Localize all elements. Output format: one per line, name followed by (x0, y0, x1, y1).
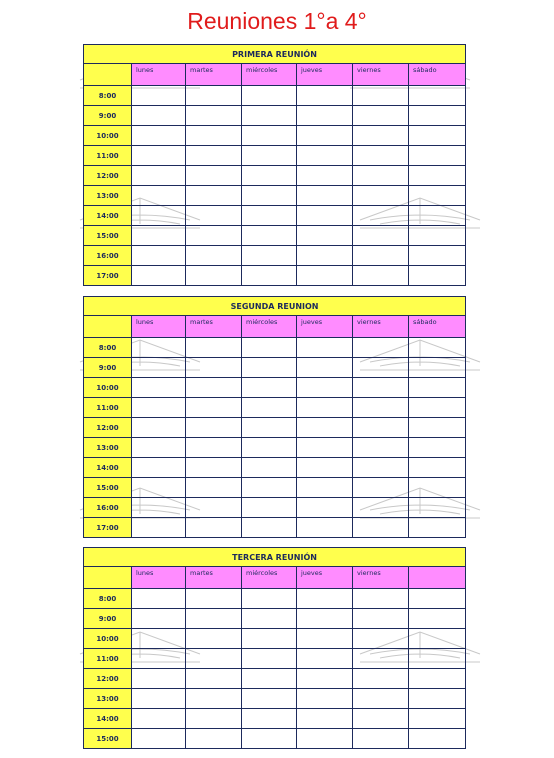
time-label: 13:00 (84, 186, 132, 206)
schedule-cell[interactable] (409, 458, 466, 478)
schedule-cell[interactable] (409, 418, 466, 438)
time-label: 13:00 (84, 438, 132, 458)
time-label: 14:00 (84, 709, 132, 729)
schedule-cell[interactable] (242, 729, 297, 749)
schedule-cell[interactable] (353, 146, 409, 166)
schedule-cell[interactable] (186, 378, 242, 398)
schedule-cell[interactable] (409, 689, 466, 709)
schedule-cell[interactable] (353, 458, 409, 478)
time-label: 8:00 (84, 86, 132, 106)
time-label: 16:00 (84, 498, 132, 518)
schedule-cell[interactable] (242, 338, 297, 358)
schedule-cell[interactable] (242, 186, 297, 206)
schedule-cell[interactable] (409, 338, 466, 358)
schedule-cell[interactable] (186, 438, 242, 458)
time-row (84, 518, 466, 538)
schedule-cell[interactable] (297, 629, 353, 649)
schedule-cell[interactable] (242, 609, 297, 629)
time-label: 11:00 (84, 649, 132, 669)
schedule-cell[interactable] (353, 206, 409, 226)
schedule-cell[interactable] (297, 689, 353, 709)
time-label: 9:00 (84, 609, 132, 629)
day-header: viernes (353, 64, 409, 86)
schedule-cell[interactable] (297, 518, 353, 538)
schedule-cell[interactable] (297, 226, 353, 246)
schedule-cell[interactable] (132, 398, 186, 418)
time-label: 9:00 (84, 358, 132, 378)
time-row (84, 589, 466, 609)
schedule-cell[interactable] (297, 398, 353, 418)
schedule-cell[interactable] (353, 589, 409, 609)
time-row (84, 438, 466, 458)
schedule-table-3 (83, 547, 466, 749)
schedule-cell[interactable] (353, 689, 409, 709)
time-row (84, 86, 466, 106)
section-header: SEGUNDA REUNION (84, 297, 466, 316)
schedule-cell[interactable] (132, 498, 186, 518)
day-header: jueves (297, 567, 353, 589)
schedule-cell[interactable] (297, 729, 353, 749)
schedule-cell[interactable] (409, 266, 466, 286)
schedule-cell[interactable] (242, 206, 297, 226)
time-row (84, 186, 466, 206)
schedule-cell[interactable] (186, 186, 242, 206)
schedule-cell[interactable] (242, 126, 297, 146)
schedule-cell[interactable] (132, 126, 186, 146)
schedule-cell[interactable] (186, 266, 242, 286)
corner-cell (84, 567, 132, 589)
schedule-cell[interactable] (186, 669, 242, 689)
schedule-cell[interactable] (409, 246, 466, 266)
schedule-cell[interactable] (132, 689, 186, 709)
schedule-cell[interactable] (409, 186, 466, 206)
day-header: viernes (353, 567, 409, 589)
schedule-cell[interactable] (186, 649, 242, 669)
schedule-cell[interactable] (297, 338, 353, 358)
time-label: 10:00 (84, 378, 132, 398)
section-header: PRIMERA REUNIÓN (84, 45, 466, 64)
schedule-cell[interactable] (353, 518, 409, 538)
schedule-cell[interactable] (297, 669, 353, 689)
schedule-cell[interactable] (242, 106, 297, 126)
schedule-cell[interactable] (242, 438, 297, 458)
schedule-cell[interactable] (353, 418, 409, 438)
schedule-cell[interactable] (242, 709, 297, 729)
schedule-cell[interactable] (186, 126, 242, 146)
time-row (84, 729, 466, 749)
schedule-cell[interactable] (297, 186, 353, 206)
schedule-cell[interactable] (186, 338, 242, 358)
schedule-cell[interactable] (242, 649, 297, 669)
schedule-cell[interactable] (242, 226, 297, 246)
day-header: martes (186, 64, 242, 86)
schedule-cell[interactable] (132, 629, 186, 649)
day-header: miércoles (242, 64, 297, 86)
schedule-cell[interactable] (132, 206, 186, 226)
corner-cell (84, 64, 132, 86)
time-row (84, 629, 466, 649)
time-row (84, 266, 466, 286)
schedule-cell[interactable] (132, 226, 186, 246)
schedule-cell[interactable] (409, 518, 466, 538)
time-row (84, 498, 466, 518)
schedule-cell[interactable] (132, 649, 186, 669)
time-row (84, 709, 466, 729)
schedule-table-2 (83, 296, 466, 538)
schedule-cell[interactable] (186, 458, 242, 478)
schedule-cell[interactable] (186, 629, 242, 649)
schedule-cell[interactable] (409, 226, 466, 246)
schedule-cell[interactable] (297, 358, 353, 378)
time-label: 10:00 (84, 126, 132, 146)
time-row (84, 338, 466, 358)
schedule-cell[interactable] (242, 589, 297, 609)
time-label: 10:00 (84, 629, 132, 649)
schedule-table-1 (83, 44, 466, 286)
day-header: viernes (353, 316, 409, 338)
schedule-cell[interactable] (297, 86, 353, 106)
schedule-cell[interactable] (186, 498, 242, 518)
schedule-cell[interactable] (409, 629, 466, 649)
schedule-cell[interactable] (409, 438, 466, 458)
schedule-cell[interactable] (186, 478, 242, 498)
schedule-cell[interactable] (297, 609, 353, 629)
day-header (409, 567, 466, 589)
day-header: miércoles (242, 316, 297, 338)
schedule-cell[interactable] (242, 669, 297, 689)
schedule-cell[interactable] (409, 398, 466, 418)
schedule-cell[interactable] (242, 398, 297, 418)
schedule-cell[interactable] (242, 266, 297, 286)
schedule-cell[interactable] (132, 378, 186, 398)
schedule-cell[interactable] (353, 478, 409, 498)
schedule-cell[interactable] (132, 338, 186, 358)
schedule-cell[interactable] (297, 478, 353, 498)
day-header: sábado (409, 64, 466, 86)
schedule-cell[interactable] (242, 166, 297, 186)
schedule-cell[interactable] (353, 358, 409, 378)
schedule-cell[interactable] (132, 458, 186, 478)
day-header: sábado (409, 316, 466, 338)
schedule-cell[interactable] (297, 146, 353, 166)
schedule-cell[interactable] (186, 609, 242, 629)
schedule-cell[interactable] (297, 106, 353, 126)
schedule-cell[interactable] (353, 338, 409, 358)
schedule-cell[interactable] (242, 378, 297, 398)
day-header: lunes (132, 567, 186, 589)
schedule-cell[interactable] (297, 126, 353, 146)
schedule-cell[interactable] (297, 206, 353, 226)
time-label: 11:00 (84, 146, 132, 166)
schedule-cell[interactable] (409, 478, 466, 498)
schedule-cell[interactable] (297, 498, 353, 518)
time-label: 15:00 (84, 226, 132, 246)
schedule-cell[interactable] (132, 186, 186, 206)
schedule-cell[interactable] (132, 669, 186, 689)
time-row (84, 166, 466, 186)
schedule-cell[interactable] (186, 589, 242, 609)
schedule-cell[interactable] (353, 649, 409, 669)
schedule-cell[interactable] (353, 246, 409, 266)
schedule-cell[interactable] (186, 689, 242, 709)
schedule-cell[interactable] (242, 518, 297, 538)
schedule-cell[interactable] (297, 589, 353, 609)
time-label: 17:00 (84, 266, 132, 286)
day-header: miércoles (242, 567, 297, 589)
schedule-cell[interactable] (353, 166, 409, 186)
schedule-cell[interactable] (353, 498, 409, 518)
schedule-cell[interactable] (409, 126, 466, 146)
time-label: 8:00 (84, 589, 132, 609)
schedule-cell[interactable] (132, 166, 186, 186)
time-label: 13:00 (84, 689, 132, 709)
time-row (84, 226, 466, 246)
schedule-cell[interactable] (353, 398, 409, 418)
day-header: jueves (297, 316, 353, 338)
time-row (84, 689, 466, 709)
schedule-cell[interactable] (132, 438, 186, 458)
time-label: 12:00 (84, 166, 132, 186)
time-row (84, 458, 466, 478)
schedule-cell[interactable] (186, 709, 242, 729)
time-label: 16:00 (84, 246, 132, 266)
schedule-cell[interactable] (409, 146, 466, 166)
schedule-cell[interactable] (353, 86, 409, 106)
schedule-cell[interactable] (242, 629, 297, 649)
schedule-cell[interactable] (186, 226, 242, 246)
schedule-cell[interactable] (353, 438, 409, 458)
schedule-cell[interactable] (242, 498, 297, 518)
schedule-cell[interactable] (242, 358, 297, 378)
schedule-cell[interactable] (353, 106, 409, 126)
schedule-cell[interactable] (132, 478, 186, 498)
schedule-cell[interactable] (409, 378, 466, 398)
day-header: lunes (132, 316, 186, 338)
schedule-cell[interactable] (297, 246, 353, 266)
schedule-cell[interactable] (297, 166, 353, 186)
schedule-cell[interactable] (186, 166, 242, 186)
schedule-cell[interactable] (132, 609, 186, 629)
time-label: 8:00 (84, 338, 132, 358)
day-header: martes (186, 316, 242, 338)
time-row (84, 146, 466, 166)
schedule-cell[interactable] (186, 206, 242, 226)
time-row (84, 358, 466, 378)
schedule-cell[interactable] (186, 729, 242, 749)
schedule-cell[interactable] (409, 86, 466, 106)
schedule-cell[interactable] (132, 418, 186, 438)
page-title: Reuniones 1°a 4° (187, 8, 367, 34)
day-header: martes (186, 567, 242, 589)
schedule-cell[interactable] (409, 669, 466, 689)
time-row (84, 609, 466, 629)
schedule-cell[interactable] (242, 246, 297, 266)
schedule-cell[interactable] (132, 146, 186, 166)
schedule-cell[interactable] (132, 246, 186, 266)
schedule-cell[interactable] (132, 266, 186, 286)
time-label: 12:00 (84, 669, 132, 689)
schedule-cell[interactable] (297, 418, 353, 438)
time-label: 14:00 (84, 206, 132, 226)
schedule-cell[interactable] (353, 629, 409, 649)
schedule-cell[interactable] (186, 146, 242, 166)
schedule-cell[interactable] (353, 186, 409, 206)
time-row (84, 649, 466, 669)
schedule-cell[interactable] (242, 458, 297, 478)
schedule-cell[interactable] (409, 498, 466, 518)
schedule-cell[interactable] (297, 438, 353, 458)
corner-cell (84, 316, 132, 338)
schedule-cell[interactable] (186, 418, 242, 438)
schedule-cell[interactable] (186, 106, 242, 126)
schedule-cell[interactable] (409, 609, 466, 629)
time-row (84, 206, 466, 226)
schedule-cell[interactable] (242, 86, 297, 106)
schedule-cell[interactable] (353, 266, 409, 286)
time-row (84, 106, 466, 126)
section-header: TERCERA REUNIÓN (84, 548, 466, 567)
time-row (84, 418, 466, 438)
schedule-cell[interactable] (132, 86, 186, 106)
schedule-cell[interactable] (242, 689, 297, 709)
schedule-cell[interactable] (132, 358, 186, 378)
time-row (84, 478, 466, 498)
time-row (84, 246, 466, 266)
time-label: 9:00 (84, 106, 132, 126)
schedule-cell[interactable] (353, 709, 409, 729)
time-label: 11:00 (84, 398, 132, 418)
schedule-cell[interactable] (132, 589, 186, 609)
schedule-cell[interactable] (242, 146, 297, 166)
schedule-cell[interactable] (132, 106, 186, 126)
time-row (84, 378, 466, 398)
time-label: 17:00 (84, 518, 132, 538)
schedule-cell[interactable] (409, 589, 466, 609)
schedule-cell[interactable] (353, 729, 409, 749)
time-row (84, 126, 466, 146)
schedule-cell[interactable] (297, 266, 353, 286)
schedule-cell[interactable] (353, 669, 409, 689)
schedule-cell[interactable] (409, 729, 466, 749)
day-header: jueves (297, 64, 353, 86)
schedule-cell[interactable] (242, 418, 297, 438)
schedule-cell[interactable] (186, 358, 242, 378)
schedule-cell[interactable] (409, 709, 466, 729)
schedule-cell[interactable] (132, 709, 186, 729)
time-label: 15:00 (84, 729, 132, 749)
schedule-cell[interactable] (186, 518, 242, 538)
schedule-cell[interactable] (186, 246, 242, 266)
schedule-cell[interactable] (297, 649, 353, 669)
schedule-cell[interactable] (353, 378, 409, 398)
schedule-cell[interactable] (353, 126, 409, 146)
day-header: lunes (132, 64, 186, 86)
time-label: 15:00 (84, 478, 132, 498)
schedule-cell[interactable] (353, 609, 409, 629)
schedule-cell[interactable] (297, 378, 353, 398)
time-label: 12:00 (84, 418, 132, 438)
schedule-cell[interactable] (186, 86, 242, 106)
schedule-cell[interactable] (186, 398, 242, 418)
schedule-cell[interactable] (132, 518, 186, 538)
schedule-cell[interactable] (297, 709, 353, 729)
time-row (84, 398, 466, 418)
schedule-cell[interactable] (409, 358, 466, 378)
time-row (84, 669, 466, 689)
schedule-cell[interactable] (409, 166, 466, 186)
schedule-cell[interactable] (409, 649, 466, 669)
time-label: 14:00 (84, 458, 132, 478)
schedule-cell[interactable] (297, 458, 353, 478)
schedule-cell[interactable] (409, 106, 466, 126)
schedule-cell[interactable] (353, 226, 409, 246)
schedule-cell[interactable] (242, 478, 297, 498)
schedule-cell[interactable] (409, 206, 466, 226)
schedule-cell[interactable] (132, 729, 186, 749)
